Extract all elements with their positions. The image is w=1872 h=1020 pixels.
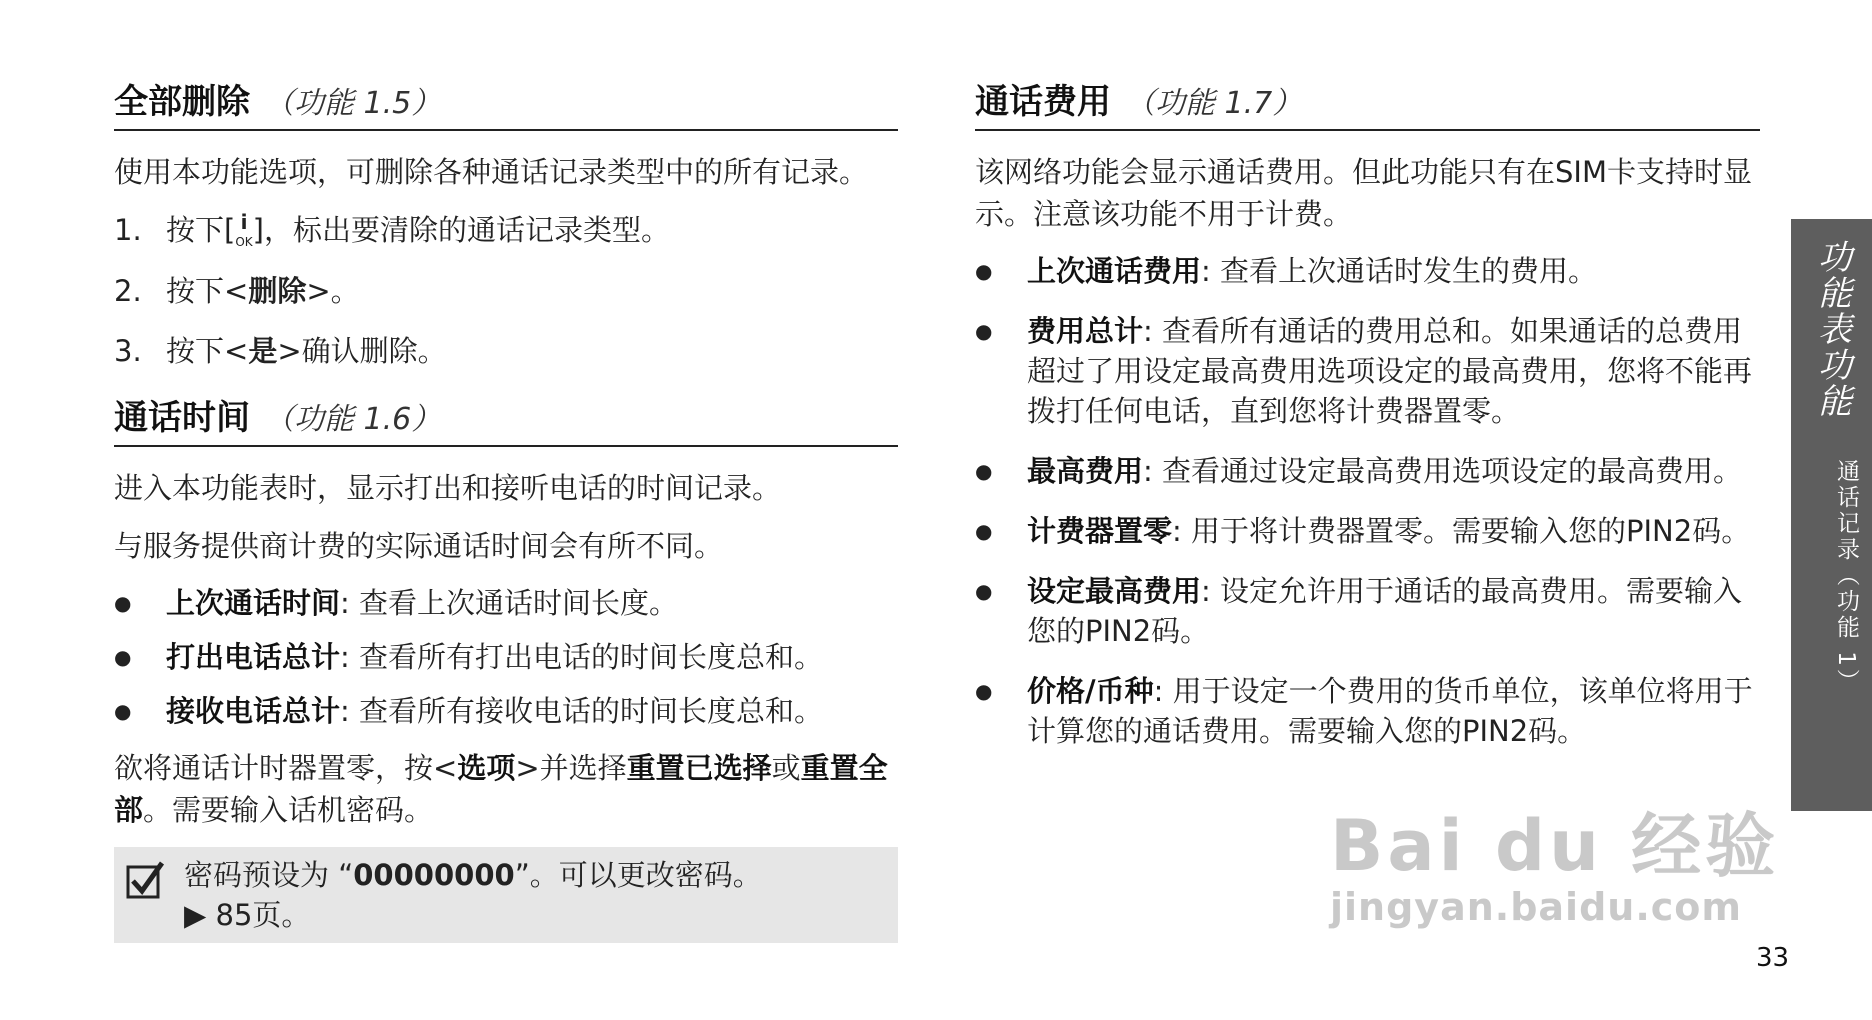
step-item: [114, 270, 898, 312]
bullet-icon: ●: [114, 591, 132, 615]
list-item: [975, 311, 1760, 431]
item-term: 设定最高费用: [1027, 574, 1202, 608]
list-item: [975, 511, 1760, 551]
section-ref: （功能 1.7）: [1125, 86, 1303, 121]
step-number: 3.: [114, 334, 142, 368]
checkbox-note-icon: [124, 857, 168, 901]
step-text-post: ]，标出要清除的通话记录类型。: [252, 213, 670, 247]
reset-text: >并选择: [515, 751, 627, 785]
note-text: ”。可以更改密码。: [514, 858, 762, 892]
list-item: [114, 583, 898, 623]
item-desc: : 查看通过设定最高费用选项设定的最高费用。: [1143, 454, 1743, 488]
item-desc: : 查看上次通话时间长度。: [340, 586, 679, 620]
section-header-delete-all: [114, 74, 898, 131]
step-text-pre: 按下<: [166, 274, 249, 308]
item-term: 计费器置零: [1027, 514, 1173, 548]
bullet-icon: ●: [975, 579, 993, 603]
bullet-icon: ●: [975, 459, 993, 483]
section-ref: （功能 1.6）: [264, 402, 442, 437]
page-number: 33: [1756, 943, 1790, 973]
section-header-call-time: [114, 390, 898, 447]
watermark-logo-text: Bai du 经验: [1330, 805, 1780, 887]
paragraph: 进入本功能表时，显示打出和接听电话的时间记录。: [114, 471, 782, 505]
section-title: 全部删除: [114, 82, 250, 122]
chapter-side-tab: [1791, 219, 1872, 811]
paragraph: 与服务提供商计费的实际通话时间会有所不同。: [114, 529, 724, 563]
list-item: [975, 571, 1760, 651]
page-reference: 85页。: [215, 898, 311, 932]
bullet-icon: ●: [975, 679, 993, 703]
intro-paragraph: 使用本功能选项，可删除各种通话记录类型中的所有记录。: [114, 155, 869, 189]
section-title: 通话费用: [975, 82, 1111, 122]
bullet-icon: ●: [975, 319, 993, 343]
step-text-pre: 按下<: [166, 334, 249, 368]
step-number: 2.: [114, 274, 142, 308]
section-title: 通话时间: [114, 398, 250, 438]
reset-bold: 重置全部: [114, 751, 888, 827]
reset-bold: 重置已选择: [626, 751, 772, 785]
item-desc: : 设定允许用于通话的最高费用。需要输入您的PIN2码。: [1027, 574, 1743, 648]
step-text-post: >。: [306, 274, 360, 308]
reset-text: 。需要输入话机密码。: [143, 793, 434, 827]
watermark-url: jingyan.baidu.com: [1330, 885, 1742, 929]
section-header-call-cost: [975, 74, 1760, 131]
step-number: 1.: [114, 213, 142, 247]
chapter-tab-subtitle: 通话记录（功能 1）: [1833, 459, 1859, 695]
item-desc: : 查看所有接收电话的时间长度总和。: [340, 694, 824, 728]
step-text-pre: 按下[: [166, 213, 236, 247]
item-desc: : 用于将计费器置零。需要输入您的PIN2码。: [1172, 514, 1751, 548]
reset-text: 或: [771, 751, 801, 785]
left-column: [114, 74, 898, 943]
section-ref: （功能 1.5）: [264, 86, 442, 121]
note-line-2: [184, 895, 884, 935]
reset-text: 欲将通话计时器置零，按<: [114, 751, 458, 785]
item-desc: : 查看上次通话时发生的费用。: [1201, 254, 1598, 288]
list-item: [975, 451, 1760, 491]
item-desc: : 查看所有通话的费用总和。如果通话的总费用超过了用设定最高费用选项设定的最高费用，您将不能再拨打任何电话，直到您将计费器置零。: [1027, 314, 1753, 428]
chapter-tab-title: 功能表功能: [1811, 239, 1852, 419]
list-item: [114, 691, 898, 731]
ok-key-sub: OK: [235, 235, 253, 249]
reset-paragraph: [114, 747, 898, 831]
item-term: 费用总计: [1027, 314, 1144, 348]
step-item: [114, 330, 898, 372]
bullet-list: [114, 583, 898, 731]
note-line-1: [184, 855, 884, 895]
bullet-list: [975, 251, 1760, 751]
item-desc: : 用于设定一个费用的货币单位，该单位将用于计算您的通话费用。需要输入您的PIN2码。: [1027, 674, 1753, 748]
bullet-icon: ●: [975, 259, 993, 283]
step-text: [166, 209, 670, 252]
step-item: [114, 209, 898, 252]
note-box: [114, 847, 898, 943]
item-term: 最高费用: [1027, 454, 1144, 488]
note-text: 密码预设为 “: [184, 858, 354, 892]
list-item: [975, 251, 1760, 291]
item-term: 接收电话总计: [166, 694, 341, 728]
item-term: 打出电话总计: [166, 640, 341, 674]
ok-key-icon: [235, 212, 252, 252]
intro-paragraph: 该网络功能会显示通话费用。但此功能只有在SIM卡支持时显示。注意该功能不用于计费。: [975, 155, 1752, 231]
step-text-post: >确认删除。: [277, 334, 447, 368]
bullet-icon: ●: [975, 519, 993, 543]
item-desc: : 查看所有打出电话的时间长度总和。: [340, 640, 824, 674]
ok-key-glyph: i: [240, 210, 248, 234]
baidu-watermark: [1330, 790, 1779, 929]
step-text: [166, 330, 447, 372]
step-text-bold: 是: [248, 334, 278, 368]
bullet-icon: ●: [114, 699, 132, 723]
item-term: 价格/币种: [1027, 674, 1154, 708]
list-item: [114, 637, 898, 677]
arrow-right-icon: ▶: [184, 898, 207, 932]
item-term: 上次通话时间: [166, 586, 341, 620]
default-password: 00000000: [353, 858, 515, 892]
right-column: [975, 74, 1760, 771]
step-list: [114, 209, 898, 372]
reset-bold: 选项: [457, 751, 516, 785]
step-text: [166, 270, 360, 312]
bullet-icon: ●: [114, 645, 132, 669]
list-item: [975, 671, 1760, 751]
item-term: 上次通话费用: [1027, 254, 1202, 288]
step-text-bold: 删除: [248, 274, 307, 308]
